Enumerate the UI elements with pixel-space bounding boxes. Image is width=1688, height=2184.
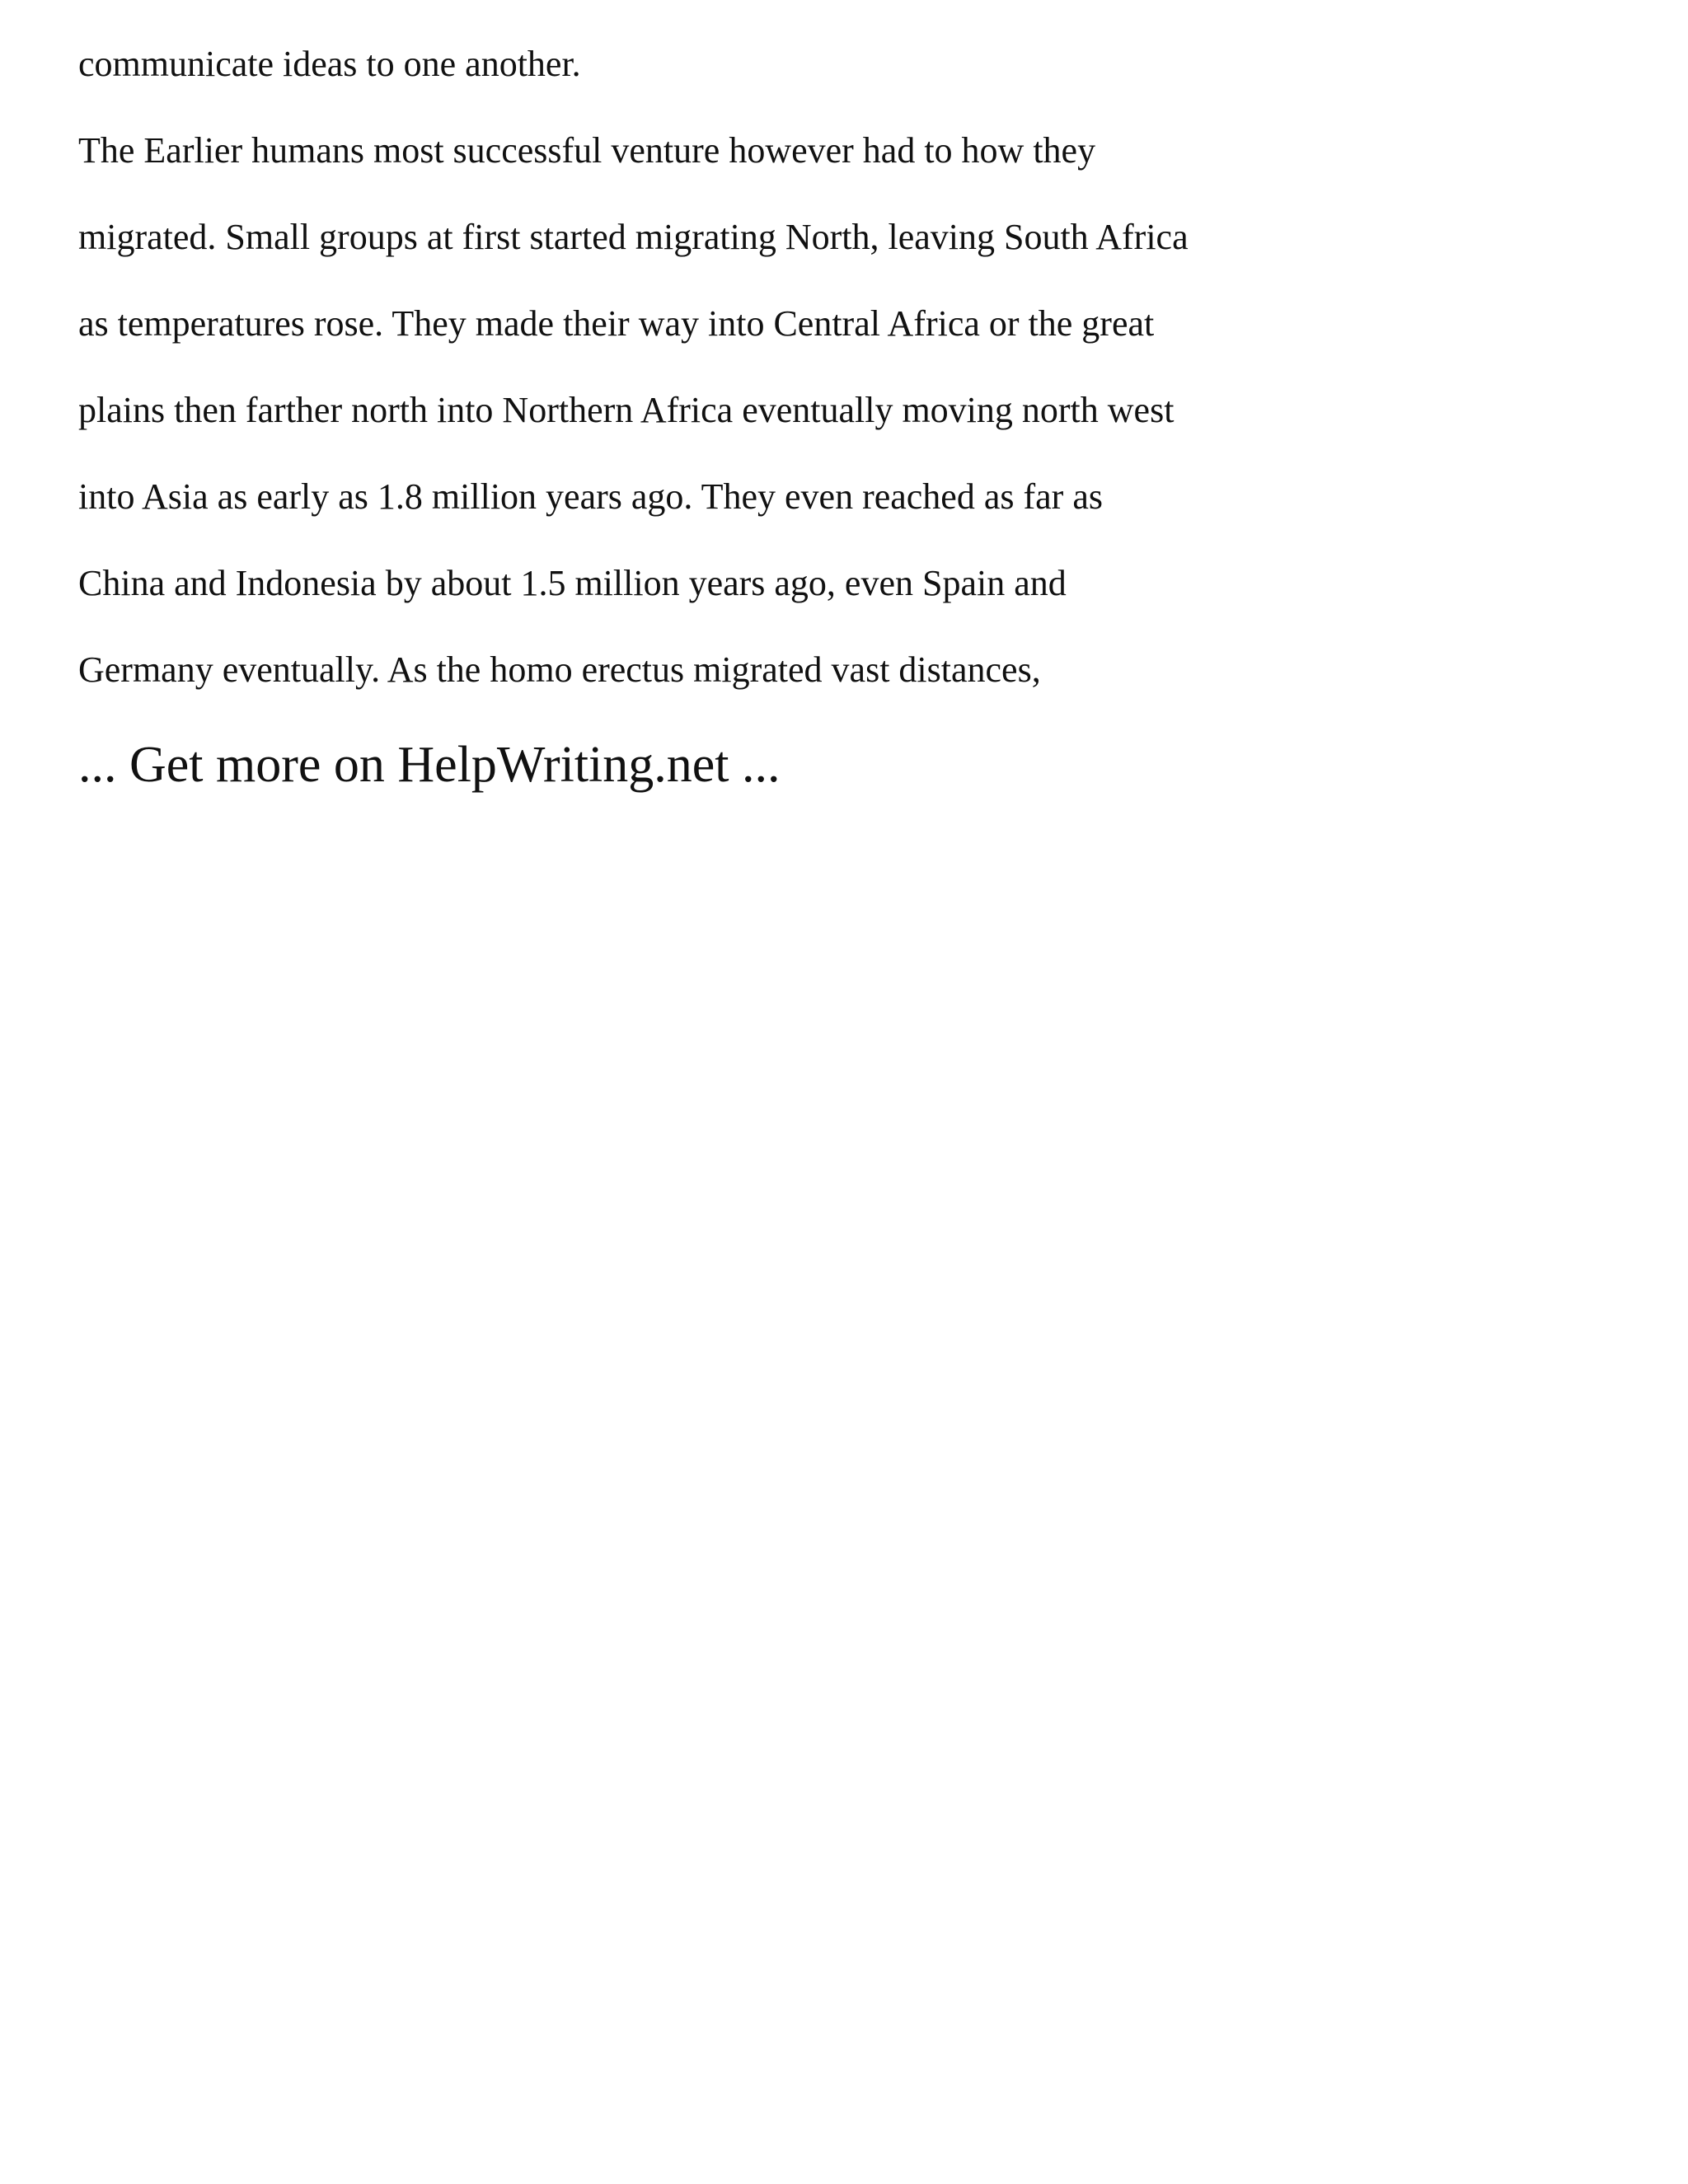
body-text-line: Germany eventually. As the homo erectus migrated vast distances,	[78, 649, 1041, 690]
promo-link-text[interactable]: ... Get more on HelpWriting.net ...	[78, 737, 781, 793]
body-text-line: plains then farther north into Northern Africa eventually moving north west	[78, 390, 1175, 430]
body-text-line: into Asia as early as 1.8 million years ago. They even reached as far as	[78, 476, 1103, 517]
body-text-line: migrated. Small groups at first started migrating North, leaving South Africa	[78, 217, 1189, 257]
body-text-line: The Earlier humans most successful venture however had to how they	[78, 130, 1096, 171]
body-text-line: as temperatures rose. They made their way into Central Africa or the great	[78, 303, 1155, 344]
body-text-line: China and Indonesia by about 1.5 million years ago, even Spain and	[78, 563, 1067, 603]
body-text-line: communicate ideas to one another.	[78, 44, 581, 84]
